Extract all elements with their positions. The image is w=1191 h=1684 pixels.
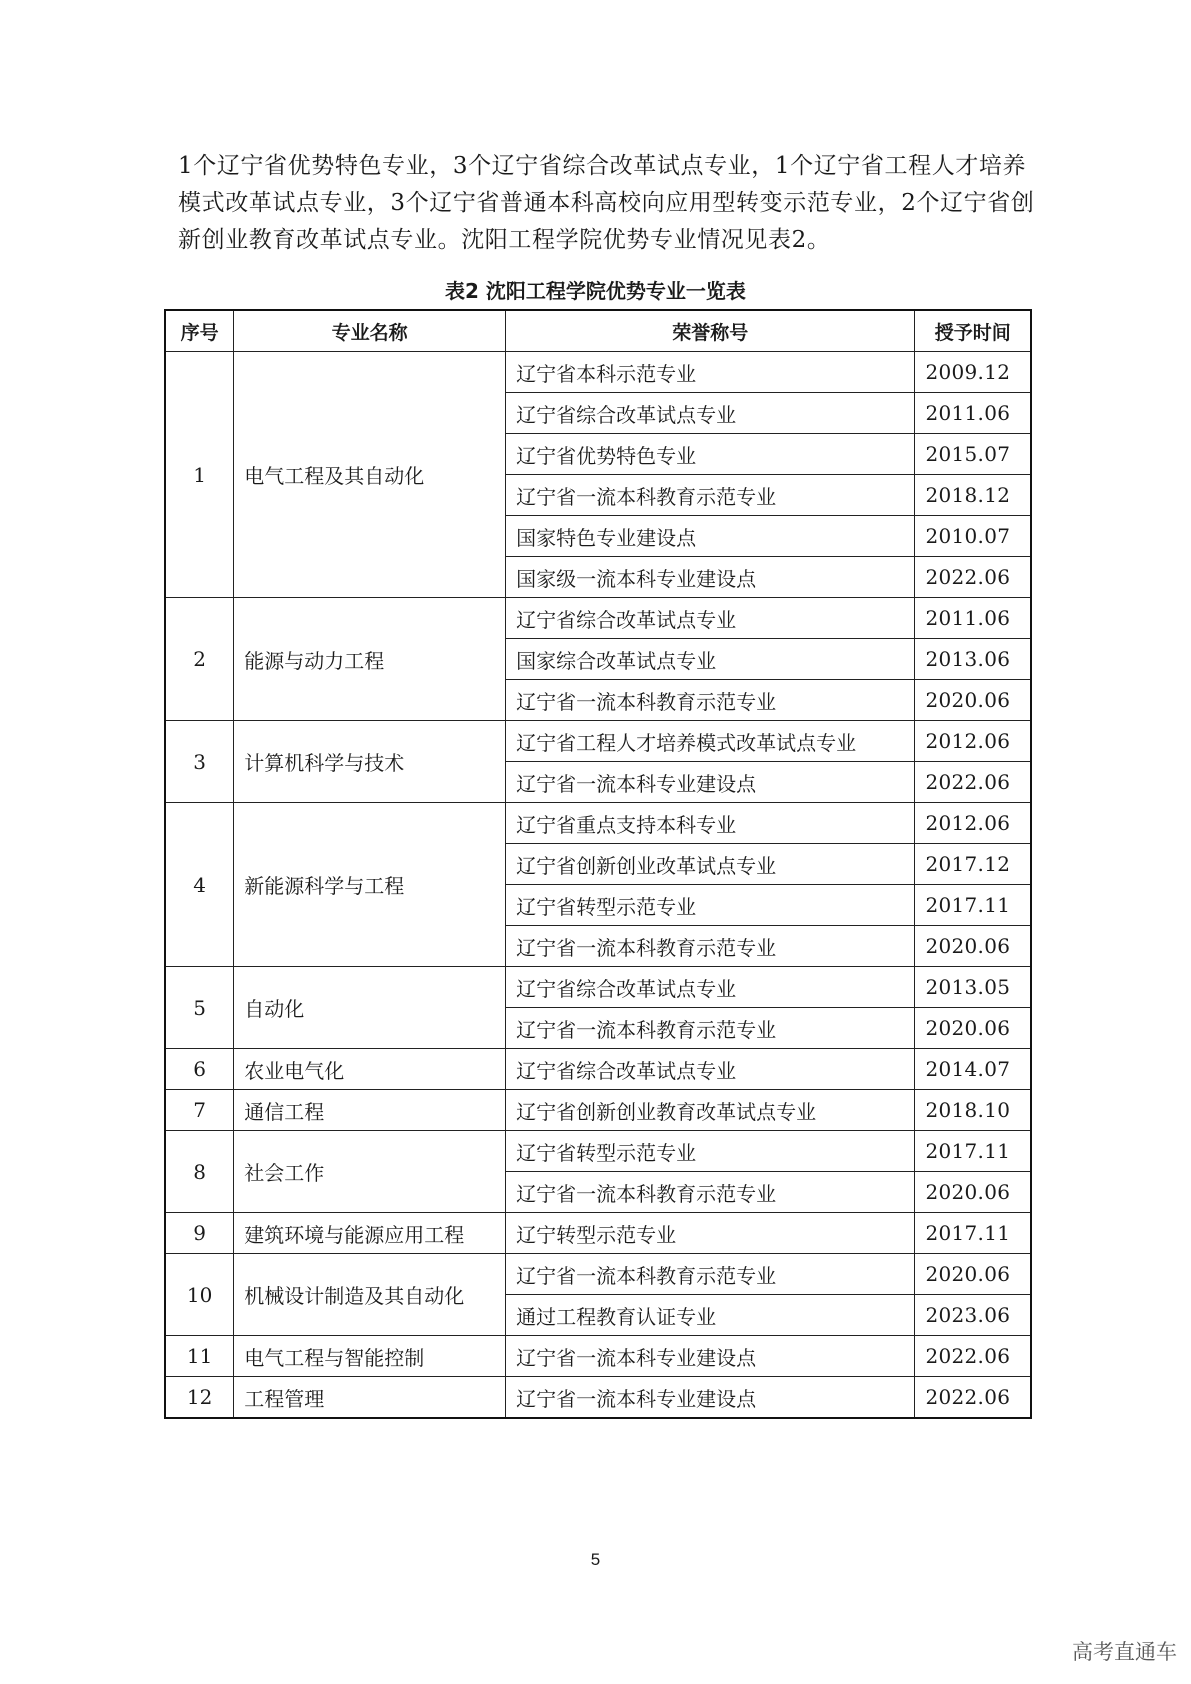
watermark: 高考直通车 xyxy=(1072,1640,1177,1664)
major-name: 工程管理 xyxy=(234,1377,506,1419)
award-date: 2011.06 xyxy=(915,393,1031,434)
honor-title: 国家特色专业建设点 xyxy=(506,516,915,557)
honor-title: 国家综合改革试点专业 xyxy=(506,639,915,680)
honor-title: 辽宁省优势特色专业 xyxy=(506,434,915,475)
major-name: 计算机科学与技术 xyxy=(234,721,506,803)
award-date: 2017.11 xyxy=(915,885,1031,926)
honor-title: 辽宁省一流本科教育示范专业 xyxy=(506,1172,915,1213)
honor-title: 辽宁省一流本科专业建设点 xyxy=(506,762,915,803)
honor-title: 辽宁省本科示范专业 xyxy=(506,352,915,393)
row-number: 6 xyxy=(165,1049,234,1090)
honor-title: 辽宁省转型示范专业 xyxy=(506,885,915,926)
table-row xyxy=(165,721,1031,762)
table-header-row xyxy=(165,310,1031,352)
row-number: 9 xyxy=(165,1213,234,1254)
honor-title: 辽宁省一流本科教育示范专业 xyxy=(506,926,915,967)
major-name: 自动化 xyxy=(234,967,506,1049)
table-row xyxy=(165,598,1031,639)
table-row xyxy=(165,1254,1031,1295)
row-number: 12 xyxy=(165,1377,234,1419)
honor-title: 辽宁省一流本科专业建设点 xyxy=(506,1336,915,1377)
major-name: 通信工程 xyxy=(234,1090,506,1131)
table-row xyxy=(165,967,1031,1008)
award-date: 2015.07 xyxy=(915,434,1031,475)
honor-title: 辽宁省一流本科教育示范专业 xyxy=(506,1008,915,1049)
header-date: 授予时间 xyxy=(915,310,1031,352)
row-number: 5 xyxy=(165,967,234,1049)
award-date: 2018.12 xyxy=(915,475,1031,516)
honor-title: 辽宁省一流本科教育示范专业 xyxy=(506,475,915,516)
major-name: 社会工作 xyxy=(234,1131,506,1213)
major-name: 建筑环境与能源应用工程 xyxy=(234,1213,506,1254)
header-honor: 荣誉称号 xyxy=(506,310,915,352)
major-name: 新能源科学与工程 xyxy=(234,803,506,967)
row-number: 8 xyxy=(165,1131,234,1213)
award-date: 2020.06 xyxy=(915,1254,1031,1295)
table-row xyxy=(165,803,1031,844)
table-row xyxy=(165,1049,1031,1090)
row-number: 11 xyxy=(165,1336,234,1377)
honor-title: 辽宁省综合改革试点专业 xyxy=(506,393,915,434)
award-date: 2017.11 xyxy=(915,1131,1031,1172)
honor-title: 辽宁省创新创业改革试点专业 xyxy=(506,844,915,885)
header-no: 序号 xyxy=(165,310,234,352)
row-number: 4 xyxy=(165,803,234,967)
table-row xyxy=(165,1213,1031,1254)
table-row xyxy=(165,352,1031,393)
table-row xyxy=(165,1377,1031,1419)
majors-table xyxy=(164,309,1032,1419)
major-name: 电气工程及其自动化 xyxy=(234,352,506,598)
award-date: 2012.06 xyxy=(915,803,1031,844)
table-row xyxy=(165,1131,1031,1172)
award-date: 2020.06 xyxy=(915,680,1031,721)
table-body xyxy=(165,352,1031,1419)
award-date: 2014.07 xyxy=(915,1049,1031,1090)
award-date: 2022.06 xyxy=(915,762,1031,803)
award-date: 2010.07 xyxy=(915,516,1031,557)
intro-paragraph: 1个辽宁省优势特色专业，3个辽宁省综合改革试点专业，1个辽宁省工程人才培养模式改革试点专业，3个辽宁省普通本科高校向应用型转变示范专业，2个辽宁省创新创业教育改革试点专业。沈阳工程学院优势专业情况见表2。 xyxy=(178,153,1035,253)
award-date: 2013.05 xyxy=(915,967,1031,1008)
honor-title: 辽宁省一流本科专业建设点 xyxy=(506,1377,915,1419)
major-name: 电气工程与智能控制 xyxy=(234,1336,506,1377)
honor-title: 辽宁省创新创业教育改革试点专业 xyxy=(506,1090,915,1131)
row-number: 10 xyxy=(165,1254,234,1336)
honor-title: 辽宁省转型示范专业 xyxy=(506,1131,915,1172)
award-date: 2022.06 xyxy=(915,1336,1031,1377)
award-date: 2009.12 xyxy=(915,352,1031,393)
award-date: 2022.06 xyxy=(915,557,1031,598)
honor-title: 国家级一流本科专业建设点 xyxy=(506,557,915,598)
major-name: 农业电气化 xyxy=(234,1049,506,1090)
honor-title: 辽宁转型示范专业 xyxy=(506,1213,915,1254)
award-date: 2020.06 xyxy=(915,926,1031,967)
award-date: 2022.06 xyxy=(915,1377,1031,1419)
honor-title: 辽宁省工程人才培养模式改革试点专业 xyxy=(506,721,915,762)
award-date: 2013.06 xyxy=(915,639,1031,680)
row-number: 1 xyxy=(165,352,234,598)
row-number: 3 xyxy=(165,721,234,803)
table-caption: 表2 沈阳工程学院优势专业一览表 xyxy=(445,279,746,303)
honor-title: 辽宁省重点支持本科专业 xyxy=(506,803,915,844)
award-date: 2020.06 xyxy=(915,1172,1031,1213)
header-major: 专业名称 xyxy=(234,310,506,352)
honor-title: 辽宁省一流本科教育示范专业 xyxy=(506,680,915,721)
award-date: 2023.06 xyxy=(915,1295,1031,1336)
honor-title: 辽宁省综合改革试点专业 xyxy=(506,967,915,1008)
award-date: 2011.06 xyxy=(915,598,1031,639)
honor-title: 辽宁省综合改革试点专业 xyxy=(506,1049,915,1090)
honor-title: 通过工程教育认证专业 xyxy=(506,1295,915,1336)
award-date: 2018.10 xyxy=(915,1090,1031,1131)
major-name: 机械设计制造及其自动化 xyxy=(234,1254,506,1336)
table-row xyxy=(165,1336,1031,1377)
major-name: 能源与动力工程 xyxy=(234,598,506,721)
award-date: 2020.06 xyxy=(915,1008,1031,1049)
row-number: 7 xyxy=(165,1090,234,1131)
award-date: 2017.12 xyxy=(915,844,1031,885)
honor-title: 辽宁省综合改革试点专业 xyxy=(506,598,915,639)
award-date: 2017.11 xyxy=(915,1213,1031,1254)
award-date: 2012.06 xyxy=(915,721,1031,762)
table-row xyxy=(165,1090,1031,1131)
row-number: 2 xyxy=(165,598,234,721)
page-number: 5 xyxy=(590,1550,601,1569)
honor-title: 辽宁省一流本科教育示范专业 xyxy=(506,1254,915,1295)
